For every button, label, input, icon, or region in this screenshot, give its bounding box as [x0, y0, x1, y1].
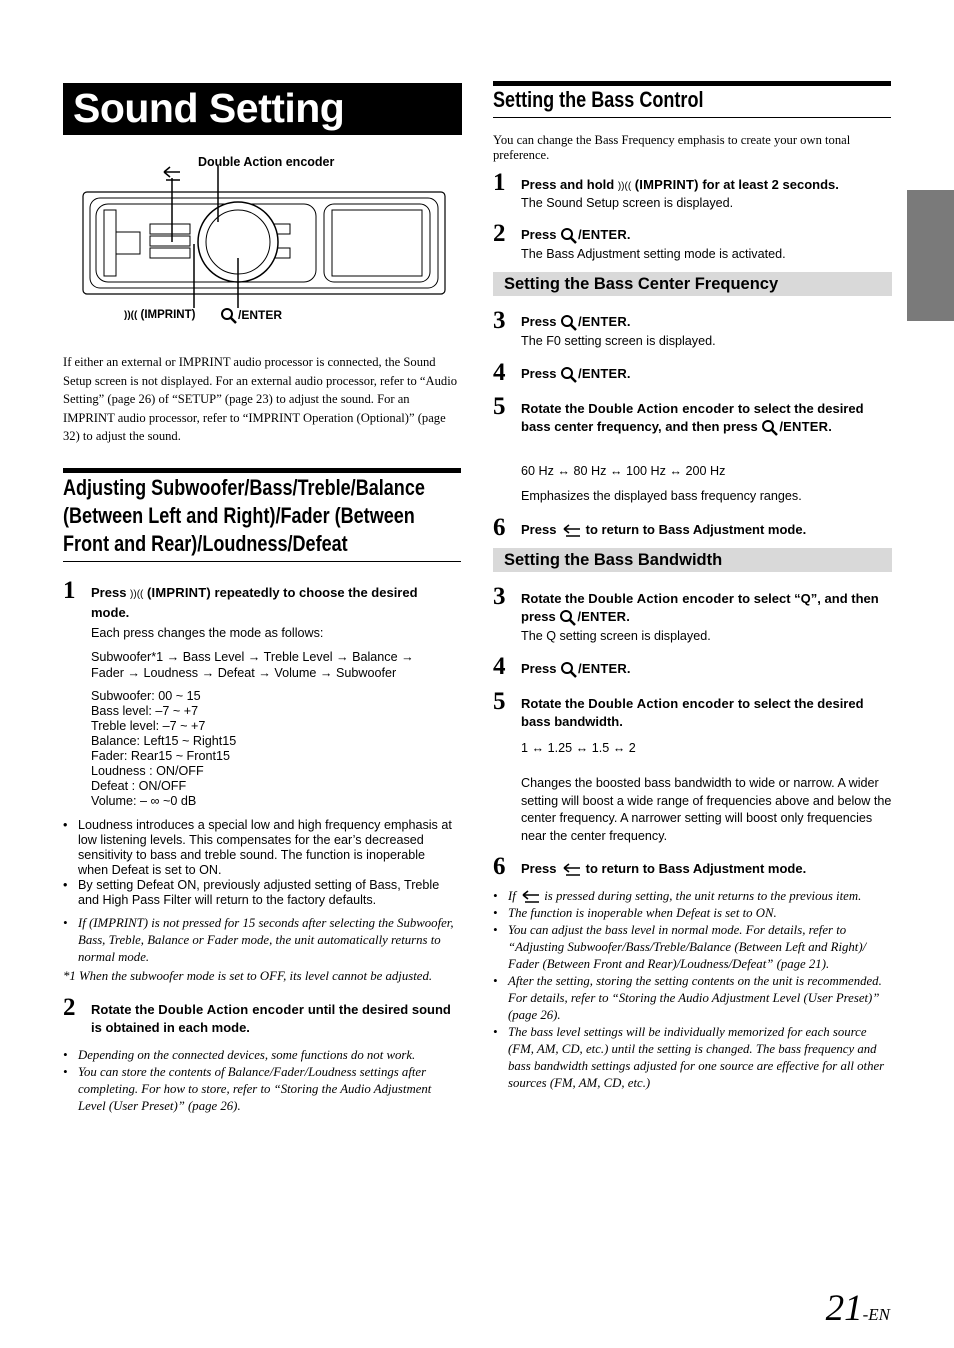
- search-icon: [560, 661, 578, 679]
- search-icon: [559, 609, 577, 627]
- back-arrow-icon: [519, 890, 541, 904]
- freq-values: 60 Hz ↔ 80 Hz ↔ 100 Hz ↔ 200 Hz: [521, 464, 726, 478]
- level-item: Bass level: –7 ~ +7: [91, 704, 199, 718]
- device-figure: [80, 150, 450, 330]
- list-item: • If (IMPRINT) is not pressed for 15 seconds after selecting the Subwoofer, Bass, Treble, Balance or Fader mode, the unit automatically returns to normal mode.: [62, 915, 457, 966]
- page-number: 21-EN: [825, 1288, 890, 1329]
- bw-step-4: Press /ENTER.: [521, 660, 631, 679]
- bass-step-1-desc: The Sound Setup screen is displayed.: [521, 196, 734, 210]
- search-icon: [560, 314, 578, 332]
- section-heading-line: Front and Rear)/Loudness/Defeat: [63, 531, 348, 556]
- search-icon: [560, 366, 578, 384]
- figure-label-enter: /ENTER: [220, 307, 282, 325]
- level-item: Treble level: –7 ~ +7: [91, 719, 206, 733]
- intro-paragraph: If either an external or IMPRINT audio processor is connected, the Sound Setup screen is not displayed. For an external audio processor, refer to “Audio Setting” (page 26) of “SETUP” (page 23) to adjust the sound. For an IMPRINT audio processor, refer to “IMPRINT Operation (Optional)” (page 32) to adjust the sound.: [63, 355, 457, 443]
- list-item: • You can store the contents of Balance/Fader/Loudness settings after completing. For how to store, refer to “Storing the Audio Adjustment Level (User Preset)” (page 26).: [62, 1064, 460, 1115]
- step-number: 5: [493, 393, 506, 420]
- footnote: *1 When the subwoofer mode is set to OFF, its level cannot be adjusted.: [63, 969, 433, 983]
- list-item: • The function is inoperable when Defeat is set to ON.: [492, 905, 894, 922]
- level-item: Subwoofer: 00 ~ 15: [91, 689, 201, 703]
- step-number: 3: [493, 583, 506, 610]
- freq-step-4: Press /ENTER.: [521, 365, 631, 384]
- list-item: • After the setting, storing the setting contents on the unit is recommended. For details, refer to “Storing the Audio Adjustment Level (User Preset)” (page 26).: [492, 973, 894, 1024]
- subheading-center-frequency: Setting the Bass Center Frequency: [493, 272, 892, 296]
- imprint-icon: ))((: [130, 589, 144, 600]
- freq-step-3: Press /ENTER.: [521, 313, 631, 332]
- step-number: 2: [493, 220, 506, 247]
- step-number: 5: [493, 688, 506, 715]
- section-tab-marker: [907, 190, 954, 321]
- bw-step-5: Rotate the Double Action encoder to select the desired bass bandwidth.: [521, 696, 864, 729]
- step-1-bullets: [62, 818, 457, 908]
- bw-step-3: Rotate the Double Action encoder to select “Q”, and then press /ENTER.: [521, 590, 893, 627]
- list-item: • You can adjust the bass level in normal mode. For details, refer to “Adjusting Subwoofer/Bass/Treble/Balance (Between Left and Right)/ Fader (Between Front and Rear)/Loudness/Defeat” (page 21).: [492, 922, 894, 973]
- step-number: 6: [493, 514, 506, 541]
- right-heading: Setting the Bass Control: [493, 87, 704, 112]
- back-arrow-icon: [560, 524, 582, 538]
- step-number: 1: [493, 169, 506, 196]
- level-item: Fader: Rear15 ~ Front15: [91, 749, 230, 763]
- page-title-bar: [63, 83, 462, 135]
- right-notes: [492, 888, 894, 1092]
- level-item: Balance: Left15 ~ Right15: [91, 734, 237, 748]
- step-number: 3: [493, 307, 506, 334]
- bw-step-6: Press to return to Bass Adjustment mode.: [521, 861, 807, 876]
- imprint-icon: ))((: [617, 181, 632, 192]
- figure-label-encoder: Double Action encoder: [198, 155, 335, 169]
- level-item: Loudness : ON/OFF: [91, 764, 204, 778]
- bass-step-2-desc: The Bass Adjustment setting mode is activated.: [521, 247, 786, 261]
- list-item: • Loudness introduces a special low and high frequency emphasis at low listening levels. This compensates for the ear’s decreased sensitivity to bass and treble sound. The function is inoperable when Defeat is set to ON.: [62, 818, 457, 878]
- freq-step-3-desc: The F0 setting screen is displayed.: [521, 334, 716, 348]
- right-intro: You can change the Bass Frequency emphasis to create your own tonal preference.: [493, 133, 851, 162]
- section-heading-line: (Between Left and Right)/Fader (Between: [63, 503, 415, 528]
- section-rule-top: [63, 468, 461, 473]
- imprint-icon: ))((: [124, 310, 138, 321]
- search-icon: [761, 419, 779, 437]
- search-icon: [220, 307, 238, 325]
- step-number: 2: [63, 994, 76, 1021]
- figure-label-imprint: ))(( (IMPRINT): [124, 309, 196, 321]
- mode-sequence-line-1: Subwoofer*1 → Bass Level → Treble Level → Balance →: [91, 650, 414, 664]
- head-unit-illustration: [80, 150, 450, 330]
- bw-values: 1 ↔ 1.25 ↔ 1.5 ↔ 2: [521, 741, 636, 755]
- freq-step-6: Press to return to Bass Adjustment mode.: [521, 522, 807, 537]
- section-heading-line: Adjusting Subwoofer/Bass/Treble/Balance: [63, 475, 425, 500]
- step-number: 4: [493, 359, 506, 386]
- step-2-instruction: Rotate the Double Action encoder until the desired sound is obtained in each mode.: [91, 1002, 451, 1035]
- list-item: • If is pressed during setting, the unit returns to the previous item.: [492, 888, 894, 905]
- back-arrow-icon: [560, 863, 582, 877]
- level-item: Volume: – ∞ ~0 dB: [91, 794, 197, 808]
- section-heading: [63, 474, 463, 558]
- section-rule-bottom: [63, 561, 461, 562]
- step-1-note: [62, 915, 457, 966]
- step-2-notes: [62, 1047, 460, 1115]
- mode-sequence-line-2: Fader → Loudness → Defeat → Volume → Subwoofer: [91, 666, 397, 680]
- step-number: 4: [493, 653, 506, 680]
- subheading-bandwidth: Setting the Bass Bandwidth: [493, 548, 892, 572]
- level-item: Defeat : ON/OFF: [91, 779, 187, 793]
- bass-step-2: Press /ENTER.: [521, 226, 631, 245]
- step-1-instruction: Press ))(( (IMPRINT) repeatedly to choose the desired mode.: [91, 585, 418, 620]
- bw-step-3-desc: The Q setting screen is displayed.: [521, 629, 711, 643]
- list-item: • By setting Defeat ON, previously adjusted setting of Bass, Treble and High Pass Filter will return to the factory defaults.: [62, 878, 457, 908]
- right-heading-rule-bottom: [493, 117, 891, 118]
- level-list: [91, 689, 236, 809]
- page-title: Sound Setting: [73, 85, 345, 131]
- search-icon: [560, 227, 578, 245]
- step-number: 1: [63, 577, 76, 604]
- list-item: • Depending on the connected devices, some functions do not work.: [62, 1047, 460, 1064]
- list-item: • The bass level settings will be individually memorized for each source (FM, AM, CD, etc.) until the setting is changed. The bass frequency and bass bandwidth settings adjusted for one source are effective for all other sources (FM, AM, CD, etc.): [492, 1024, 894, 1092]
- step-1-desc: Each press changes the mode as follows:: [91, 626, 324, 640]
- freq-step-5: Rotate the Double Action encoder to select the desired bass center frequency, and then press /ENTER.: [521, 400, 893, 437]
- bass-step-1: Press and hold ))(( (IMPRINT) for at least 2 seconds.: [521, 177, 839, 192]
- freq-step-5-desc: Emphasizes the displayed bass frequency ranges.: [521, 489, 802, 503]
- step-number: 6: [493, 853, 506, 880]
- bw-step-5-desc: Changes the boosted bass bandwidth to wide or narrow. A wider setting will boost a wide range of frequencies above and below the center frequency. A narrower setting will boost only frequencies near the center frequency.: [521, 776, 892, 843]
